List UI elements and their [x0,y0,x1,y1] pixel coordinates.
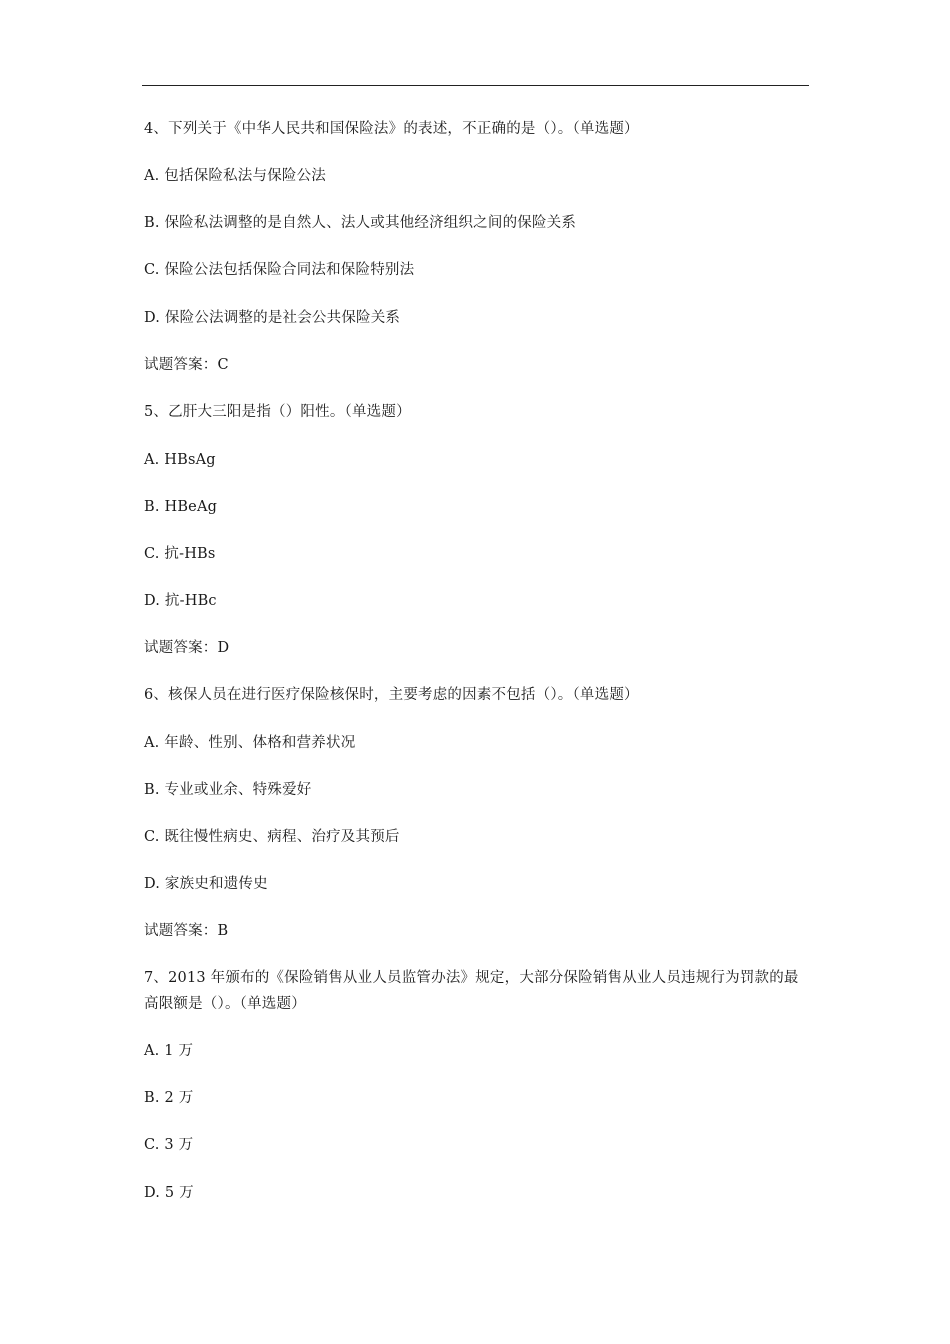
question-5-option-c: C. 抗-HBs [144,546,216,562]
header-rule [142,85,809,86]
question-6-option-b: B. 专业或业余、特殊爱好 [144,782,312,798]
question-7-option-a: A. 1 万 [144,1043,194,1059]
question-6-answer: 试题答案：B [144,923,229,939]
question-7-option-b: B. 2 万 [144,1090,194,1106]
question-4-option-b: B. 保险私法调整的是自然人、法人或其他经济组织之间的保险关系 [144,215,577,231]
question-5-stem: 5、乙肝大三阳是指（）阳性。（单选题） [144,404,411,420]
question-6-option-d: D. 家族史和遗传史 [144,876,268,892]
question-5-answer: 试题答案：D [144,640,230,656]
question-4-option-d: D. 保险公法调整的是社会公共保险关系 [144,310,401,326]
question-5-option-d: D. 抗-HBc [144,593,217,609]
question-6-option-c: C. 既往慢性病史、病程、治疗及其预后 [144,829,400,845]
question-5-option-b: B. HBeAg [144,499,218,515]
question-7-option-d: D. 5 万 [144,1185,194,1201]
question-4-option-a: A. 包括保险私法与保险公法 [144,168,326,184]
question-6-option-a: A. 年龄、性别、体格和营养状况 [144,735,356,751]
question-7-option-c: C. 3 万 [144,1137,194,1153]
question-4-stem: 4、下列关于《中华人民共和国保险法》的表述，不正确的是（）。（单选题） [144,121,639,137]
question-4-answer: 试题答案：C [144,357,229,373]
question-5-option-a: A. HBsAg [144,452,216,468]
question-6-stem: 6、核保人员在进行医疗保险核保时，主要考虑的因素不包括（）。（单选题） [144,687,639,703]
question-4-option-c: C. 保险公法包括保险合同法和保险特别法 [144,262,415,278]
question-7-stem: 7、2013 年颁布的《保险销售从业人员监管办法》规定，大部分保险销售从业人员违规行为罚款的最高限额是（）。（单选题） [144,970,799,1012]
